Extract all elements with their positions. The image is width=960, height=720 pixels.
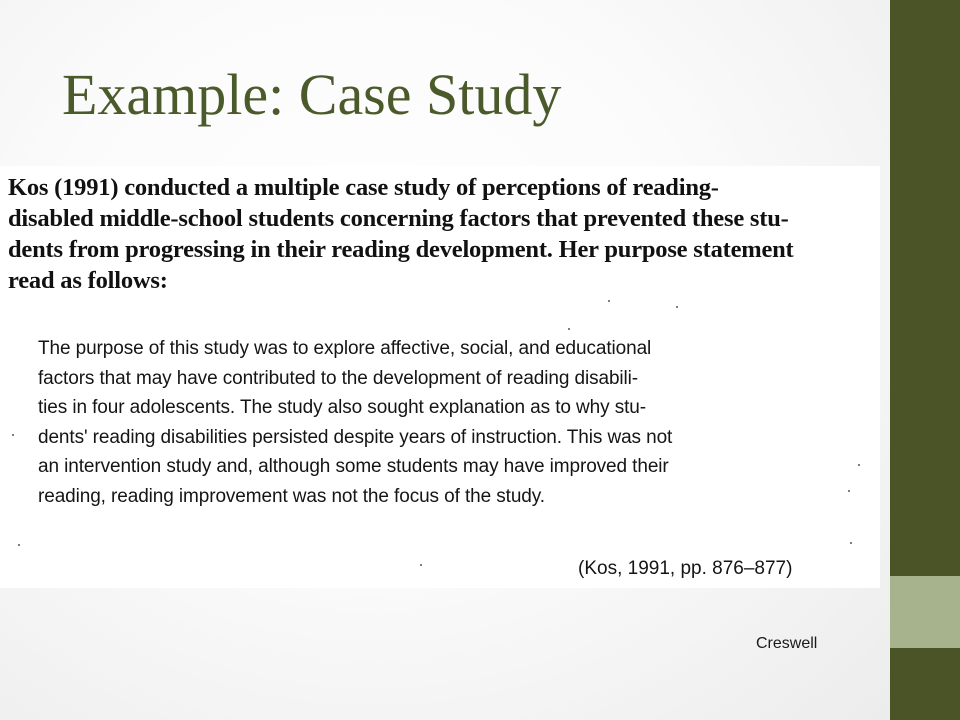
scan-speck <box>608 300 610 302</box>
scan-speck <box>420 564 422 566</box>
slide-attribution: Creswell <box>756 635 818 652</box>
scan-speck <box>848 490 850 492</box>
intro-line: dents from progressing in their reading development. Her purpose statement <box>8 236 794 263</box>
quote-line: ties in four adolescents. The study also sought explanation as to why stu- <box>38 397 646 418</box>
intro-line: Kos (1991) conducted a multiple case study of perceptions of reading- <box>8 174 719 201</box>
scan-speck <box>568 328 570 330</box>
excerpt-citation: (Kos, 1991, pp. 876–877) <box>578 558 793 579</box>
decorative-sidebar-accent <box>890 576 960 648</box>
scan-speck <box>858 464 860 466</box>
quote-line: reading, reading improvement was not the focus of the study. <box>38 485 545 507</box>
quote-line: The purpose of this study was to explore affective, social, and educational <box>38 338 652 359</box>
scan-speck <box>12 434 14 436</box>
scan-speck <box>18 544 20 546</box>
intro-line: disabled middle-school students concerning factors that prevented these stu- <box>8 205 789 232</box>
scan-speck <box>676 306 678 308</box>
scanned-excerpt-image <box>0 166 880 588</box>
quote-line: factors that may have contributed to the development of reading disabili- <box>38 367 638 389</box>
excerpt-intro-paragraph <box>8 172 868 296</box>
scan-speck <box>850 542 852 544</box>
quote-line: an intervention study and, although some students may have improved their <box>38 456 669 477</box>
slide-title: Example: Case Study <box>62 62 562 127</box>
quote-line: dents' reading disabilities persisted despite years of instruction. This was not <box>38 426 673 448</box>
excerpt-block-quote <box>38 334 838 511</box>
intro-line: read as follows: <box>8 267 168 294</box>
